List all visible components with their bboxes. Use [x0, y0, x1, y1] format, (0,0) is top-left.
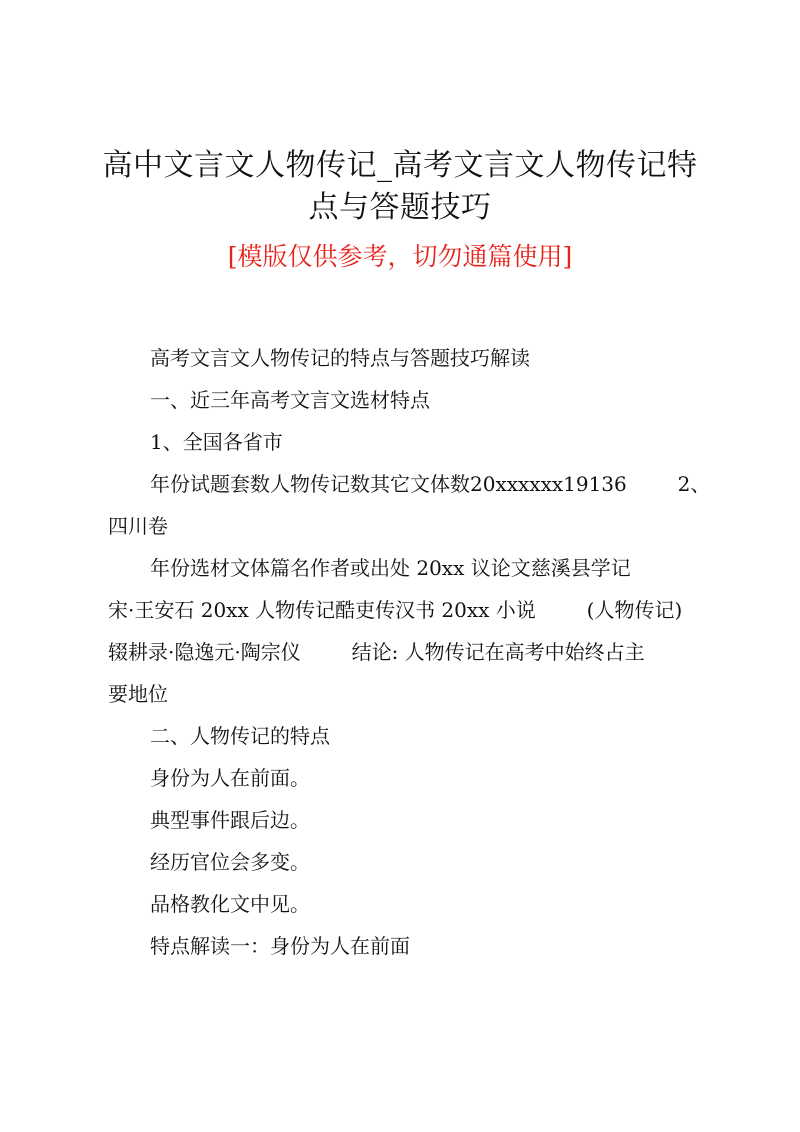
- paragraph-national-table-cont: 四川卷: [108, 514, 168, 538]
- paragraph-sichuan-table-cont-1: 宋·王安石 20xx 人物传记酷吏传汉书 20xx 小说 (人物传记): [108, 598, 683, 622]
- heading-section-1: 一、近三年高考文言文选材特点: [150, 388, 430, 412]
- paragraph-conclusion-cont: 要地位: [108, 682, 168, 706]
- paragraph-national-table: 年份试题套数人物传记数其它文体数20xxxxxx19136 2、: [150, 472, 711, 496]
- verse-line-2: 典型事件跟后边。: [150, 808, 310, 832]
- paragraph-intro: 高考文言文人物传记的特点与答题技巧解读: [150, 346, 530, 370]
- document-title-line-1: 高中文言文人物传记_高考文言文人物传记特: [102, 148, 698, 183]
- paragraph-sichuan-table-cont-2: 辍耕录·隐逸元·陶宗仪 结论: 人物传记在高考中始终占主: [108, 640, 645, 664]
- document-title-line-2: 点与答题技巧: [308, 190, 492, 225]
- heading-feature-1: 特点解读一：身份为人在前面: [150, 934, 410, 958]
- verse-line-4: 品格教化文中见。: [150, 892, 310, 916]
- paragraph-sichuan-table: 年份选材文体篇名作者或出处 20xx 议论文慈溪县学记: [150, 556, 631, 580]
- verse-line-3: 经历官位会多变。: [150, 850, 310, 874]
- verse-line-1: 身份为人在前面。: [150, 766, 310, 790]
- template-notice: [模版仅供参考，切勿通篇使用]: [227, 242, 573, 271]
- heading-section-2: 二、人物传记的特点: [150, 724, 330, 748]
- subheading-national: 1、全国各省市: [150, 430, 283, 454]
